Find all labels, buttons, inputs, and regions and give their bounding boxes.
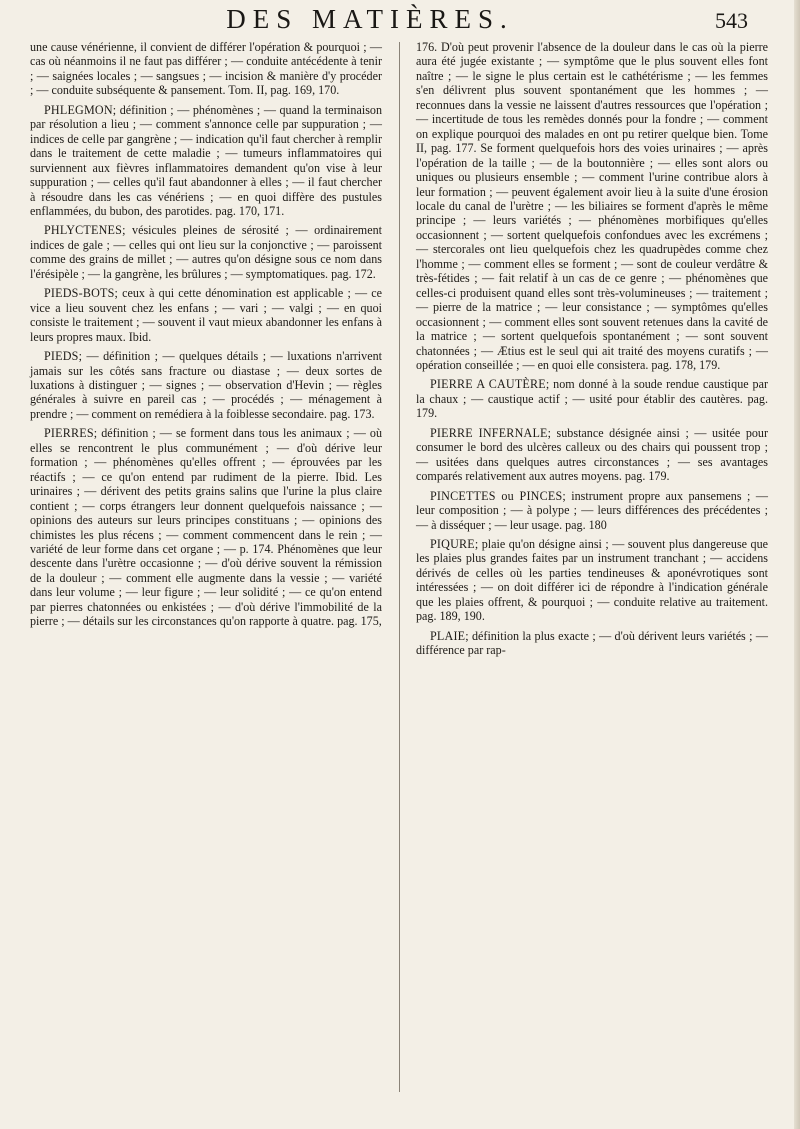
entry-headword: PIERRE INFERNALE xyxy=(430,425,548,440)
entry-headword: PIEDS-BOTS xyxy=(44,286,115,301)
entry-text: ; vésicules pleines de sérosité ; — ordinairement indices de gale ; — celles qui ont lieu sur la conjonctive ; — paroissent comme des grains de millet ; — autres qu'on désigne sous ce nom dans l'érésipèle ; — la gangrène, les brûlures ; — symptomatiques. pag. 172. xyxy=(30,223,382,281)
index-column-right xyxy=(416,40,768,663)
running-head: DES MATIÈRES. xyxy=(226,4,514,34)
entry-headword: PIEDS xyxy=(44,349,79,364)
entry-text: ; définition ; — se forment dans tous les animaux ; — où elles se rencontrent le plus communément ; — d'où dérive leur formation ; — phénomènes qu'elles offrent ; — éprouvées par les réactifs ; — ce qu'on entend par rudiment de la pierre. Ibid. Les urinaires ; — dérivent des petits grains salins que l'urine la plus claire contient ; — corps étrangers leur donnent quelquefois naissance ; — opinions des auteurs sur leurs principes constituans ; — opinions des chimistes les plus récens ; — comment commencent dans le rein ; — variété de leur forme dans cet organe ; — p. 174. Phénomènes que leur descente dans l'urètre occasionne ; — d'où dérive souvent la rémission de la douleur ; — comment elle augmente dans la vessie ; — variété dans leur volume ; — leur figure ; — leur solidité ; — ce qu'on entend par pierres chatonnées ou enkistées ; — d'où dérive l'immobilité de la pierre ; — détails sur les circonstances qu'on rapporte à quatre. pag. 175, xyxy=(30,426,382,629)
entry-text: ; — définition ; — quelques détails ; — luxations n'arrivent jamais sur les côtés sans fracture ou diastase ; — deux sortes de luxations à distinguer ; — signes ; — observation d'Hevin ; — règles générales à suivre en pareil cas ; — procédés ; — ménagement à prendre ; — comment on remédiera à la foiblesse secondaire. pag. 173. xyxy=(30,349,382,421)
index-entry xyxy=(416,537,768,624)
index-entry xyxy=(30,223,382,281)
entry-text: ; définition la plus exacte ; — d'où dérivent leurs variétés ; — différence par rap- xyxy=(416,628,768,658)
index-entry xyxy=(30,40,382,98)
index-entry xyxy=(416,426,768,484)
index-entry xyxy=(30,349,382,421)
entry-text: ; définition ; — phénomènes ; — quand la terminaison par résolution a lieu ; — comment s'annonce celle par suppuration ; — indices de celle par gangrène ; — indication qu'il faut chercher à remplir dans le traitement de cette maladie ; — tumeurs inflammatoires qui surviennent aux fièvres inflammatoires demandent qu'on vise à leur suppuration ; — celles qu'il faut abandonner à elles ; — il faut chercher à résoudre dans les cas vénériens ; — en quoi diffère des pustules enflammées, du bubon, des parotides. pag. 170, 171. xyxy=(30,102,382,218)
index-entry xyxy=(416,40,768,372)
entry-headword: PLAIE xyxy=(430,628,466,643)
entry-text: ; plaie qu'on désigne ainsi ; — souvent plus dangereuse que les plaies plus grandes faites par un instrument tranchant ; — accidens dérivés de celles où les parties tendineuses & aponévrotiques sont intéressées ; — on doit différer ici de répondre à l'indication générale que les plaies offrent, & pourquoi ; — conduite relative au traitement. pag. 189, 190. xyxy=(416,536,768,624)
entry-text: ; instrument propre aux pansemens ; — leur composition ; — à polype ; — leurs différences des précédentes ; — à disséquer ; — leur usage. pag. 180 xyxy=(416,488,768,532)
page-edge-shadow xyxy=(794,0,800,1129)
index-entry xyxy=(416,629,768,658)
index-entry xyxy=(30,103,382,219)
page-header xyxy=(0,4,800,42)
index-entry xyxy=(416,377,768,420)
entry-text: une cause vénérienne, il convient de différer l'opération & pourquoi ; — cas où néanmoins il ne faut pas différer ; — conduite antécédente à tenir ; — saignées locales ; — sangsues ; — incision & manière d'y procéder ; — conduite subséquente & pansement. Tom. II, pag. 169, 170. xyxy=(30,40,382,98)
entry-text: ; substance désignée ainsi ; — usitée pour consumer le bord des ulcères calleux ou des chairs qui poussent trop ; — usitées dans quelques autres circonstances ; — ses avantages comparés relativement aux autres moyens. pag. 179. xyxy=(416,425,768,484)
entry-headword: PINCETTES ou PINCES xyxy=(430,488,563,503)
entry-text: ; nom donné à la soude rendue caustique par la chaux ; — caustique actif ; — usité pour établir des cautères. pag. 179. xyxy=(416,377,768,421)
index-entry xyxy=(416,489,768,532)
entry-text: ; ceux à qui cette dénomination est applicable ; — ce vice a lieu souvent chez les enfans ; — vari ; — valgi ; — en quoi consiste le traitement ; — souvent il vaut mieux abandonner les enfans à leurs propres maux. Ibid. xyxy=(30,286,382,344)
entry-headword: PIQURE xyxy=(430,536,475,551)
index-entry xyxy=(30,286,382,344)
entry-headword: PHLYCTENES xyxy=(44,223,123,238)
index-column-left xyxy=(30,40,382,634)
entry-headword: PIERRE A CAUTÈRE xyxy=(430,377,546,392)
index-entry xyxy=(30,426,382,628)
entry-text: 176. D'où peut provenir l'absence de la douleur dans le cas où la pierre aura été jugée existante ; — symptôme que le plus souvent elles font naître ; — le signe le plus certain est le cathétérisme ; — les femmes s'en délivrent plus souvent spontanément que les hommes ; — reconnues dans la vessie ne laissent d'autres ressources que l'opération ; — incertitude de tous les remèdes donnés pour la fondre ; — comment on explique pourquoi des malades en ont pu retirer quelque bien. Tome II, pag. 177. Se forment quelquefois hors des voies urinaires ; — après l'opération de la taille ; — de la boutonnière ; — elles sont alors ou uniques ou plusieurs ensemble ; — comment l'urine contribue alors à leur formation ; — peuvent également avoir lieu à la suite d'une érosion locale du canal de l'urètre ; — les biliaires se forment d'après le même principe ; — leurs variétés ; — phénomènes morbifiques qu'elles occasionnent ; — sortent quelquefois confondues avec les excrémens ; — stercorales ont lieu quelquefois chez les quadrupèdes comme chez l'homme ; — comment elles se forment ; — sont de couleur verdâtre & très-fétides ; — fait relatif à un cas de ce genre ; — phénomènes que celles-ci produisent quand elles sont très-volumineuses ; — traitement ; — pierre de la matrice ; — leur consistance ; — symptômes qu'elles occasionnent ; — comment elles sont souvent retenues dans la cavité de la matrice ; — sortent quelquefois spontanément ; — sont souvent chatonnées ; — Ætius est le seul qui ait traité des moyens curatifs ; — opération conseillée ; — en quoi elle consistera. pag. 178, 179. xyxy=(416,40,768,372)
entry-headword: PHLEGMON xyxy=(44,102,113,117)
column-divider xyxy=(399,42,400,1092)
page-number: 543 xyxy=(715,8,748,33)
entry-headword: PIERRES xyxy=(44,426,94,441)
